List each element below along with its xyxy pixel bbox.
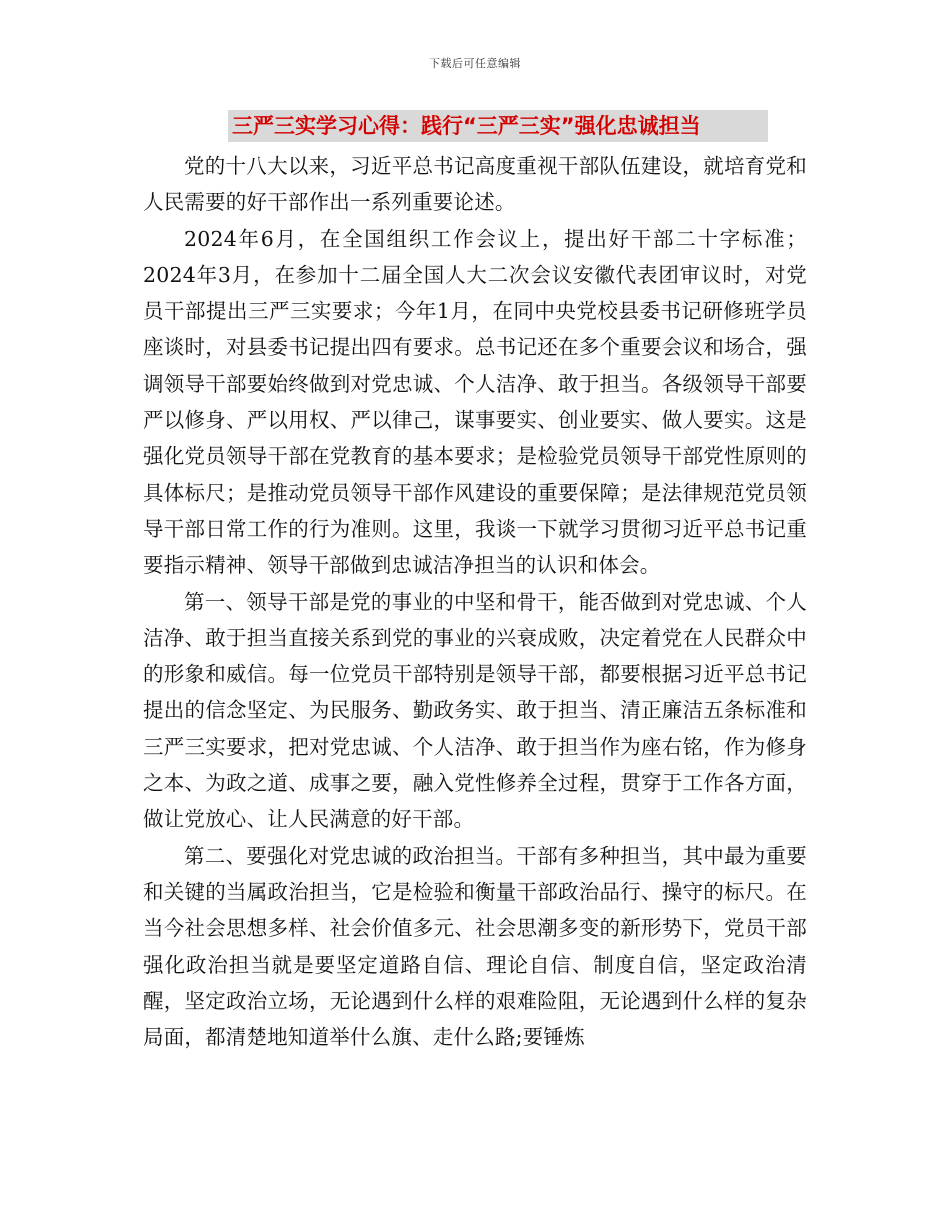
document-body (143, 148, 807, 1055)
document-title: 三严三实学习心得：践行“三严三实”强化忠诚担当 (232, 114, 701, 138)
paragraph: 党的十八大以来，习近平总书记高度重视干部队伍建设，就培育党和人民需要的好干部作出一系列重要论述。 (143, 154, 807, 215)
title-highlight (228, 110, 768, 142)
paragraph: 第二、要强化对党忠诚的政治担当。干部有多种担当，其中最为重要和关键的当属政治担当，它是检验和衡量干部政治品行、操守的标尺。在当今社会思想多样、社会价值多元、社会思潮多变的新形势下，党员干部强化政治担当就是要坚定道路自信、理论自信、制度自信，坚定政治清醒，坚定政治立场，无论遇到什么样的艰难险阻，无论遇到什么样的复杂局面，都清楚地知道举什么旗、走什么路;要锤炼 (143, 843, 807, 1050)
paragraph: 2024年6月，在全国组织工作会议上，提出好干部二十字标准；2024年3月，在参加十二届全国人大二次会议安徽代表团审议时，对党员干部提出三严三实要求；今年1月，在同中央党校县委书记研修班学员座谈时，对县委书记提出四有要求。总书记还在多个重要会议和场合，强调领导干部要始终做到对党忠诚、个人洁净、敢于担当。各级领导干部要严以修身、严以用权、严以律己，谋事要实、创业要实、做人要实。这是强化党员领导干部在党教育的基本要求；是检验党员领导干部党性原则的具体标尺；是推动党员领导干部作风建设的重要保障；是法律规范党员领导干部日常工作的行为准则。这里，我谈一下就学习贯彻习近平总书记重要指示精神、领导干部做到忠诚洁净担当的认识和体会。 (143, 226, 807, 578)
header-note: 下载后可任意编辑 (429, 57, 521, 70)
paragraph: 第一、领导干部是党的事业的中坚和骨干，能否做到对党忠诚、个人洁净、敢于担当直接关系到党的事业的兴衰成败，决定着党在人民群众中的形象和威信。每一位党员干部特别是领导干部，都要根据习近平总书记提出的信念坚定、为民服务、勤政务实、敢于担当、清正廉洁五条标准和三严三实要求，把对党忠诚、个人洁净、敢于担当作为座右铭，作为修身之本、为政之道、成事之要，融入党性修养全过程，贯穿于工作各方面，做让党放心、让人民满意的好干部。 (143, 589, 807, 832)
